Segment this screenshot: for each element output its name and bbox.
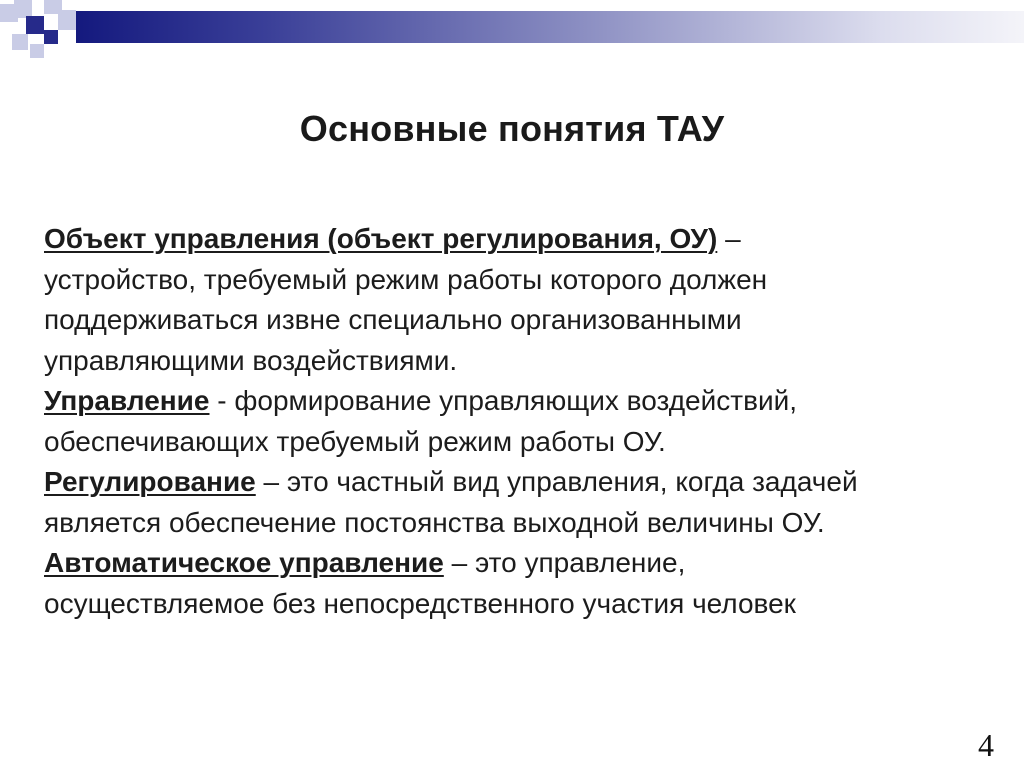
definition-separator: – [717,223,741,254]
decor-square [30,44,44,58]
text-line: устройство, требуемый режим работы которого должен [44,263,768,295]
slide-number: 4 [978,727,994,763]
decor-square [26,16,44,34]
text-line: управляющими воздействиями. [44,344,458,376]
text-line: поддерживаться извне специально организованными [44,304,742,335]
text-line: является обеспечение постоянства выходной величины ОУ. [44,506,825,538]
definition-regulation [44,462,1004,503]
text-line: осуществляемое без непосредственного участия человек [44,587,796,619]
definition-text: – это частный вид управления, когда задачей [255,466,858,497]
definition-text: - формирование управляющих воздействий, [209,385,798,416]
definition-control-object [44,219,1004,260]
decor-square [44,30,58,44]
term-control: Управление [44,385,210,416]
decor-square [12,34,28,50]
term-regulation: Регулирование [44,466,256,497]
decor-square [58,10,76,30]
header-gradient-bar [76,11,1024,43]
term-control-object: Объект управления (объект регулирования, ОУ) [44,223,718,254]
definition-automatic-control [44,543,1004,584]
term-automatic-control: Автоматическое управление [44,547,444,578]
definition-control [44,381,1004,422]
text-line: обеспечивающих требуемый режим работы ОУ. [44,425,666,457]
slide-body [44,219,1004,624]
definition-text: – это управление, [443,547,686,578]
slide-title: Основные понятия ТАУ [299,108,725,149]
